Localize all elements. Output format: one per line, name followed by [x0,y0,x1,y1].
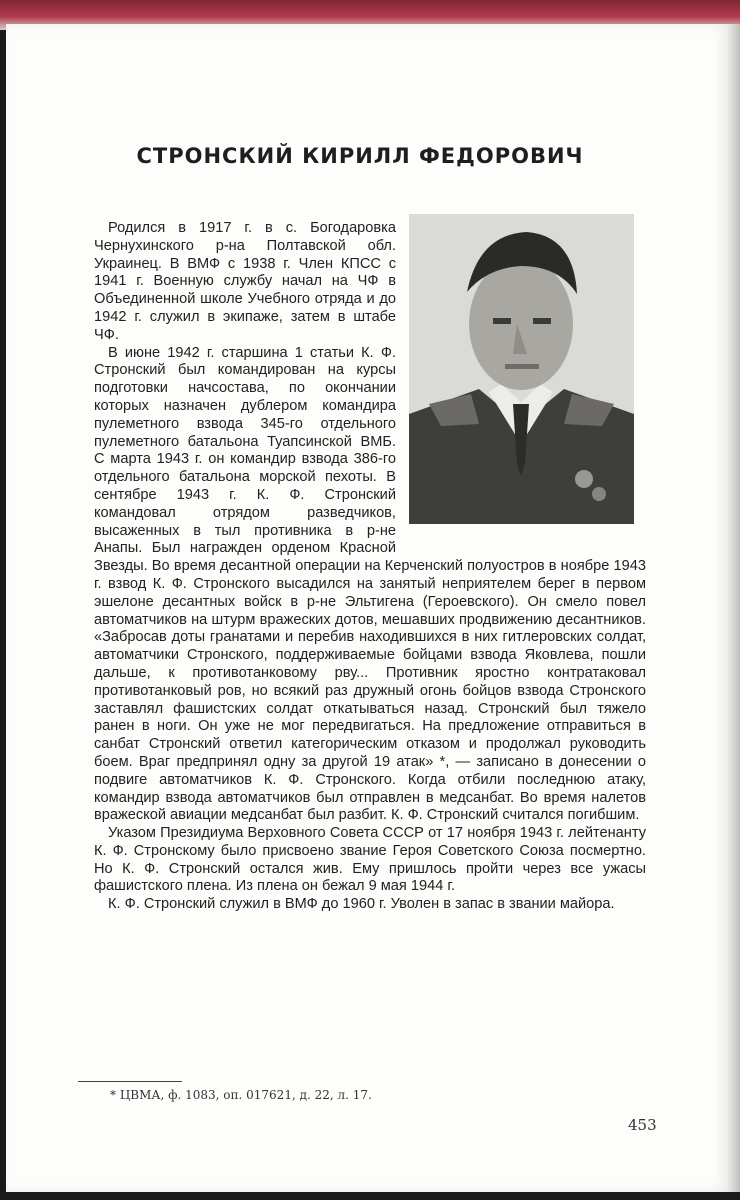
page-edge [728,24,740,1192]
footnote: * ЦВМА, ф. 1083, оп. 017621, д. 22, л. 17. [110,1088,372,1102]
page-number: 453 [628,1116,657,1134]
photo-gap [396,220,646,552]
paragraph: В июне 1942 г. старшина 1 статьи К. Ф. Стронский был командирован на курсы подготовки начсостава, по окончании которых назначен дублером командира пулеметного взвода 345-го отдельного пулеметного батальона Туапсинской ВМБ. С марта 1943 г. он командир взвода 386-го отдельного батальона морской пехоты. В сентябре 1943 г. К. Ф. Стронский командовал отрядом разведчиков, высаженных в тыл противника в р-не Анапы. Был награжден орденом Красной Звезды. Во время десантной операции на Керченский полуостров в ноябре 1943 г. взвод К. Ф. Стронского высадился на занятый неприятелем берег в первом эшелоне десантных войск в р-не Эльтигена (Героевского). Он смело повел автоматчиков на штурм вражеских дотов, мешавших продвижению десантников. «Забросав доты гранатами и перебив находившихся в них гитлеровских солдат, автоматчики Стронского, поддерживаемые бойцами взвода Яковлева, пошли дальше, к противотанковому рву... Противник яростно контратаковал противотанковый ров, но всякий раз дружный огонь бойцов взвода Стронского заставлял фашистских солдат откатываться назад. Стронский был тяжело ранен в ноги. Он уже не мог передвигаться. На предложение отправиться в санбат Стронский ответил категорическим отказом и продолжал руководить боем. Враг предпринял одну за другой 19 атак» *, — записано в донесении о подвиге автоматчиков К. Ф. Стронского. Когда отбили последнюю атаку, командир взвода автоматчиков был отправлен в медсанбат. Во время налетов вражеской авиации медсанбат был разбит. К. Ф. Стронский считался погибшим. [94,344,646,824]
footnote-rule [78,1081,182,1082]
page-title: СТРОНСКИЙ КИРИЛЛ ФЕДОРОВИЧ [136,144,584,168]
biography-text [94,220,646,914]
paragraph: К. Ф. Стронский служил в ВМФ до 1960 г. Уволен в запас в звании майора. [108,896,615,913]
paragraph: Указом Президиума Верховного Совета СССР от 17 ноября 1943 г. лейтенанту К. Ф. Стронскому было присвоено звание Героя Советского Союза посмертно. Но К. Ф. Стронский остался жив. Ему пришлось пройти через все ужасы фашистского плена. Из плена он бежал 9 мая 1944 г. [94,825,646,895]
page [6,24,728,1192]
paragraph: Родился в 1917 г. в с. Богодаровка Чернухинского р-на Полтавской обл. Украинец. В ВМФ с 1938 г. Член КПСС с 1941 г. Военную службу начал на ЧФ в Объединенной школе Учебного отряда и до 1942 г. служил в экипаже, затем в штабе ЧФ. [94,220,396,343]
